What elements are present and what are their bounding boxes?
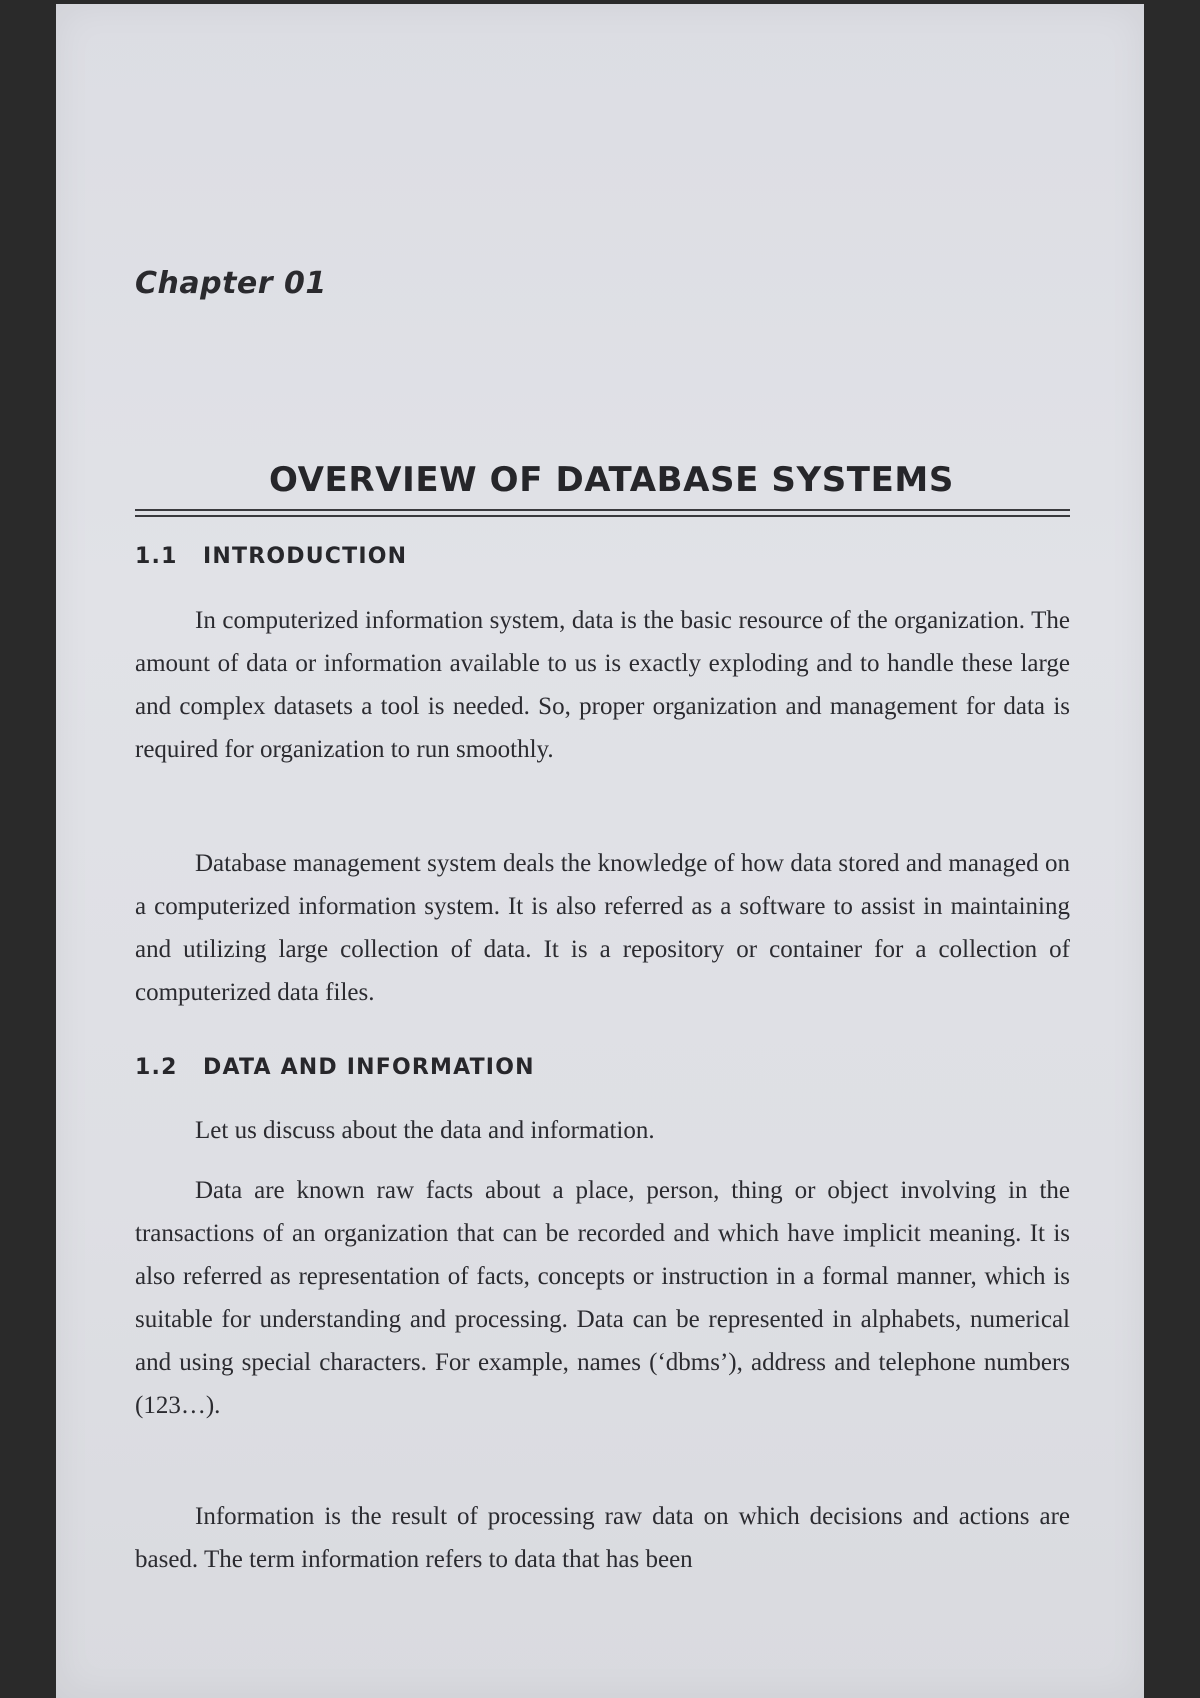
- paragraph: Database management system deals the knowledge of how data stored and managed on a computerized information system. It is also referred as a software to assist in maintaining and utilizing large collection of data. It is a repository or container for a collection of computerized data files.: [135, 850, 1070, 1006]
- chapter-label: Chapter 01: [135, 266, 327, 301]
- section-number: 1.2: [135, 1055, 178, 1080]
- section-heading-introduction: [135, 544, 407, 569]
- section-number: 1.1: [135, 544, 178, 569]
- title-double-rule: [135, 509, 1070, 517]
- section-title: DATA AND INFORMATION: [203, 1055, 535, 1080]
- paragraph: Information is the result of processing raw data on which decisions and actions are based. The term information refers to data that has been: [135, 1503, 1070, 1573]
- paragraph: Data are known raw facts about a place, person, thing or object involving in the transactions of an organization that can be recorded and which have implicit meaning. It is also referred as representation of facts, concepts or instruction in a formal manner, which is suitable for understanding and processing. Data can be represented in alphabets, numerical and using special characters. For example, names (‘dbms’), address and telephone numbers (123…).: [135, 1177, 1070, 1419]
- chapter-title: OVERVIEW OF DATABASE SYSTEMS: [269, 460, 954, 500]
- section-title: INTRODUCTION: [203, 544, 408, 569]
- book-page: [56, 4, 1144, 1698]
- paragraph: In computerized information system, data is the basic resource of the organization. The amount of data or information available to us is exactly exploding and to handle these large and complex datasets a tool is needed. So, proper organization and management for data is required for organization to run smoothly.: [135, 607, 1070, 763]
- paragraph: Let us discuss about the data and information.: [195, 1117, 655, 1144]
- section-heading-data-and-information: [135, 1055, 535, 1080]
